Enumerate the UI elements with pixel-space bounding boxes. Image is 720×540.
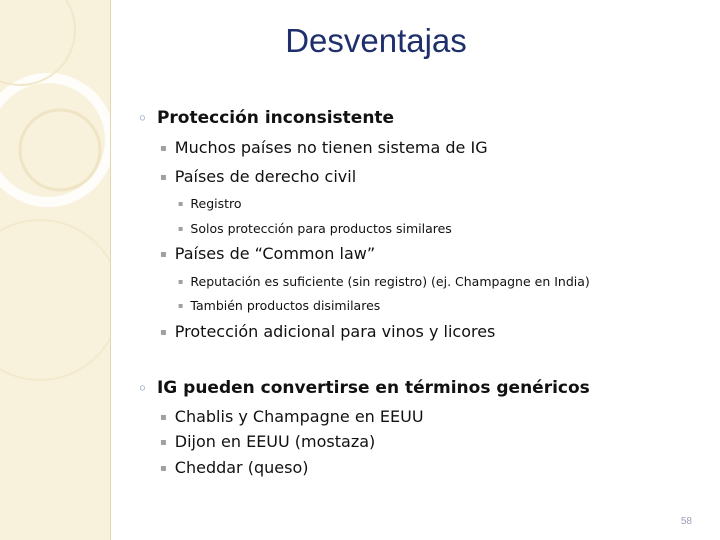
bullet-square-icon: ▪ [160,437,167,448]
bullet-square-icon: ▪ [178,301,184,310]
bullet-level3: ▪ Solos protección para productos similares [178,221,452,236]
bullet-level2: ▪ Dijon en EEUU (mostaza) [160,432,376,451]
bullet-level2: ▪ Muchos países no tienen sistema de IG [160,138,488,157]
bullet-level2: ▪ Cheddar (queso) [160,458,309,477]
bullet-square-icon: ▪ [178,277,184,286]
bullet-circle-icon: ◦ [138,381,147,397]
slide-title: Desventajas [285,22,467,59]
decorative-circles [0,0,110,540]
bullet-square-icon: ▪ [178,199,184,208]
bullet-square-icon: ▪ [178,224,184,233]
bullet-level2: ▪ Chablis y Champagne en EEUU [160,407,424,426]
bullet-square-icon: ▪ [160,463,167,474]
bullet-square-icon: ▪ [160,249,167,260]
band-divider [110,0,111,540]
bullet-square-icon: ▪ [160,412,167,423]
bullet-level1: ◦ Protección inconsistente [138,108,395,128]
bullet-square-icon: ▪ [160,143,167,154]
bullet-level3: ▪ Reputación es suficiente (sin registro) (ej. Champagne en India) [178,274,590,289]
bullet-level2: ▪ Países de derecho civil [160,167,357,186]
page-number: 58 [680,516,692,527]
bullet-circle-icon: ◦ [138,111,147,127]
bullet-level3: ▪ También productos disimilares [178,298,381,313]
bullet-level3: ▪ Registro [178,196,242,211]
bullet-level1: ◦ IG pueden convertirse en términos genéricos [138,378,590,398]
bullet-square-icon: ▪ [160,327,167,338]
bullet-level2: ▪ Países de “Common law” [160,244,376,263]
bullet-square-icon: ▪ [160,172,167,183]
bullet-level2: ▪ Protección adicional para vinos y licores [160,322,496,341]
